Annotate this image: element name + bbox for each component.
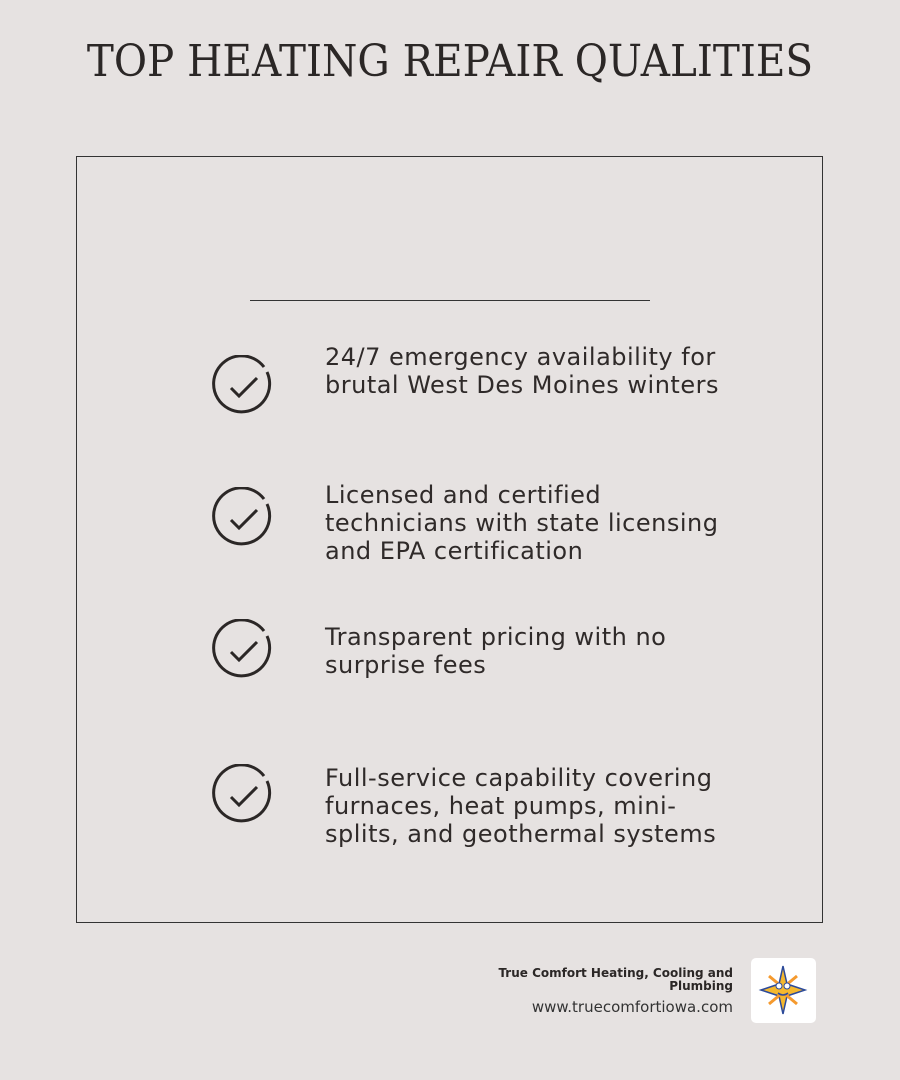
page-title: TOP HEATING REPAIR QUALITIES <box>86 36 814 87</box>
company-logo <box>751 958 816 1023</box>
company-name: True Comfort Heating, Cooling and Plumbing <box>498 966 733 993</box>
company-url[interactable]: www.truecomfortiowa.com <box>531 998 733 1016</box>
quality-text: Transparent pricing with no surprise fees <box>325 623 667 679</box>
star-mascot-icon <box>751 958 816 1023</box>
check-circle-icon <box>212 487 276 551</box>
check-circle-icon <box>212 355 276 419</box>
quality-text: Full-service capability covering furnaces, heat pumps, mini-splits, and geothermal systems <box>325 764 717 848</box>
divider <box>250 300 650 301</box>
check-circle-icon <box>212 764 276 828</box>
quality-text: Licensed and certified technicians with state licensing and EPA certification <box>325 481 719 565</box>
check-circle-icon <box>212 619 276 683</box>
quality-text: 24/7 emergency availability for brutal West Des Moines winters <box>325 343 719 399</box>
